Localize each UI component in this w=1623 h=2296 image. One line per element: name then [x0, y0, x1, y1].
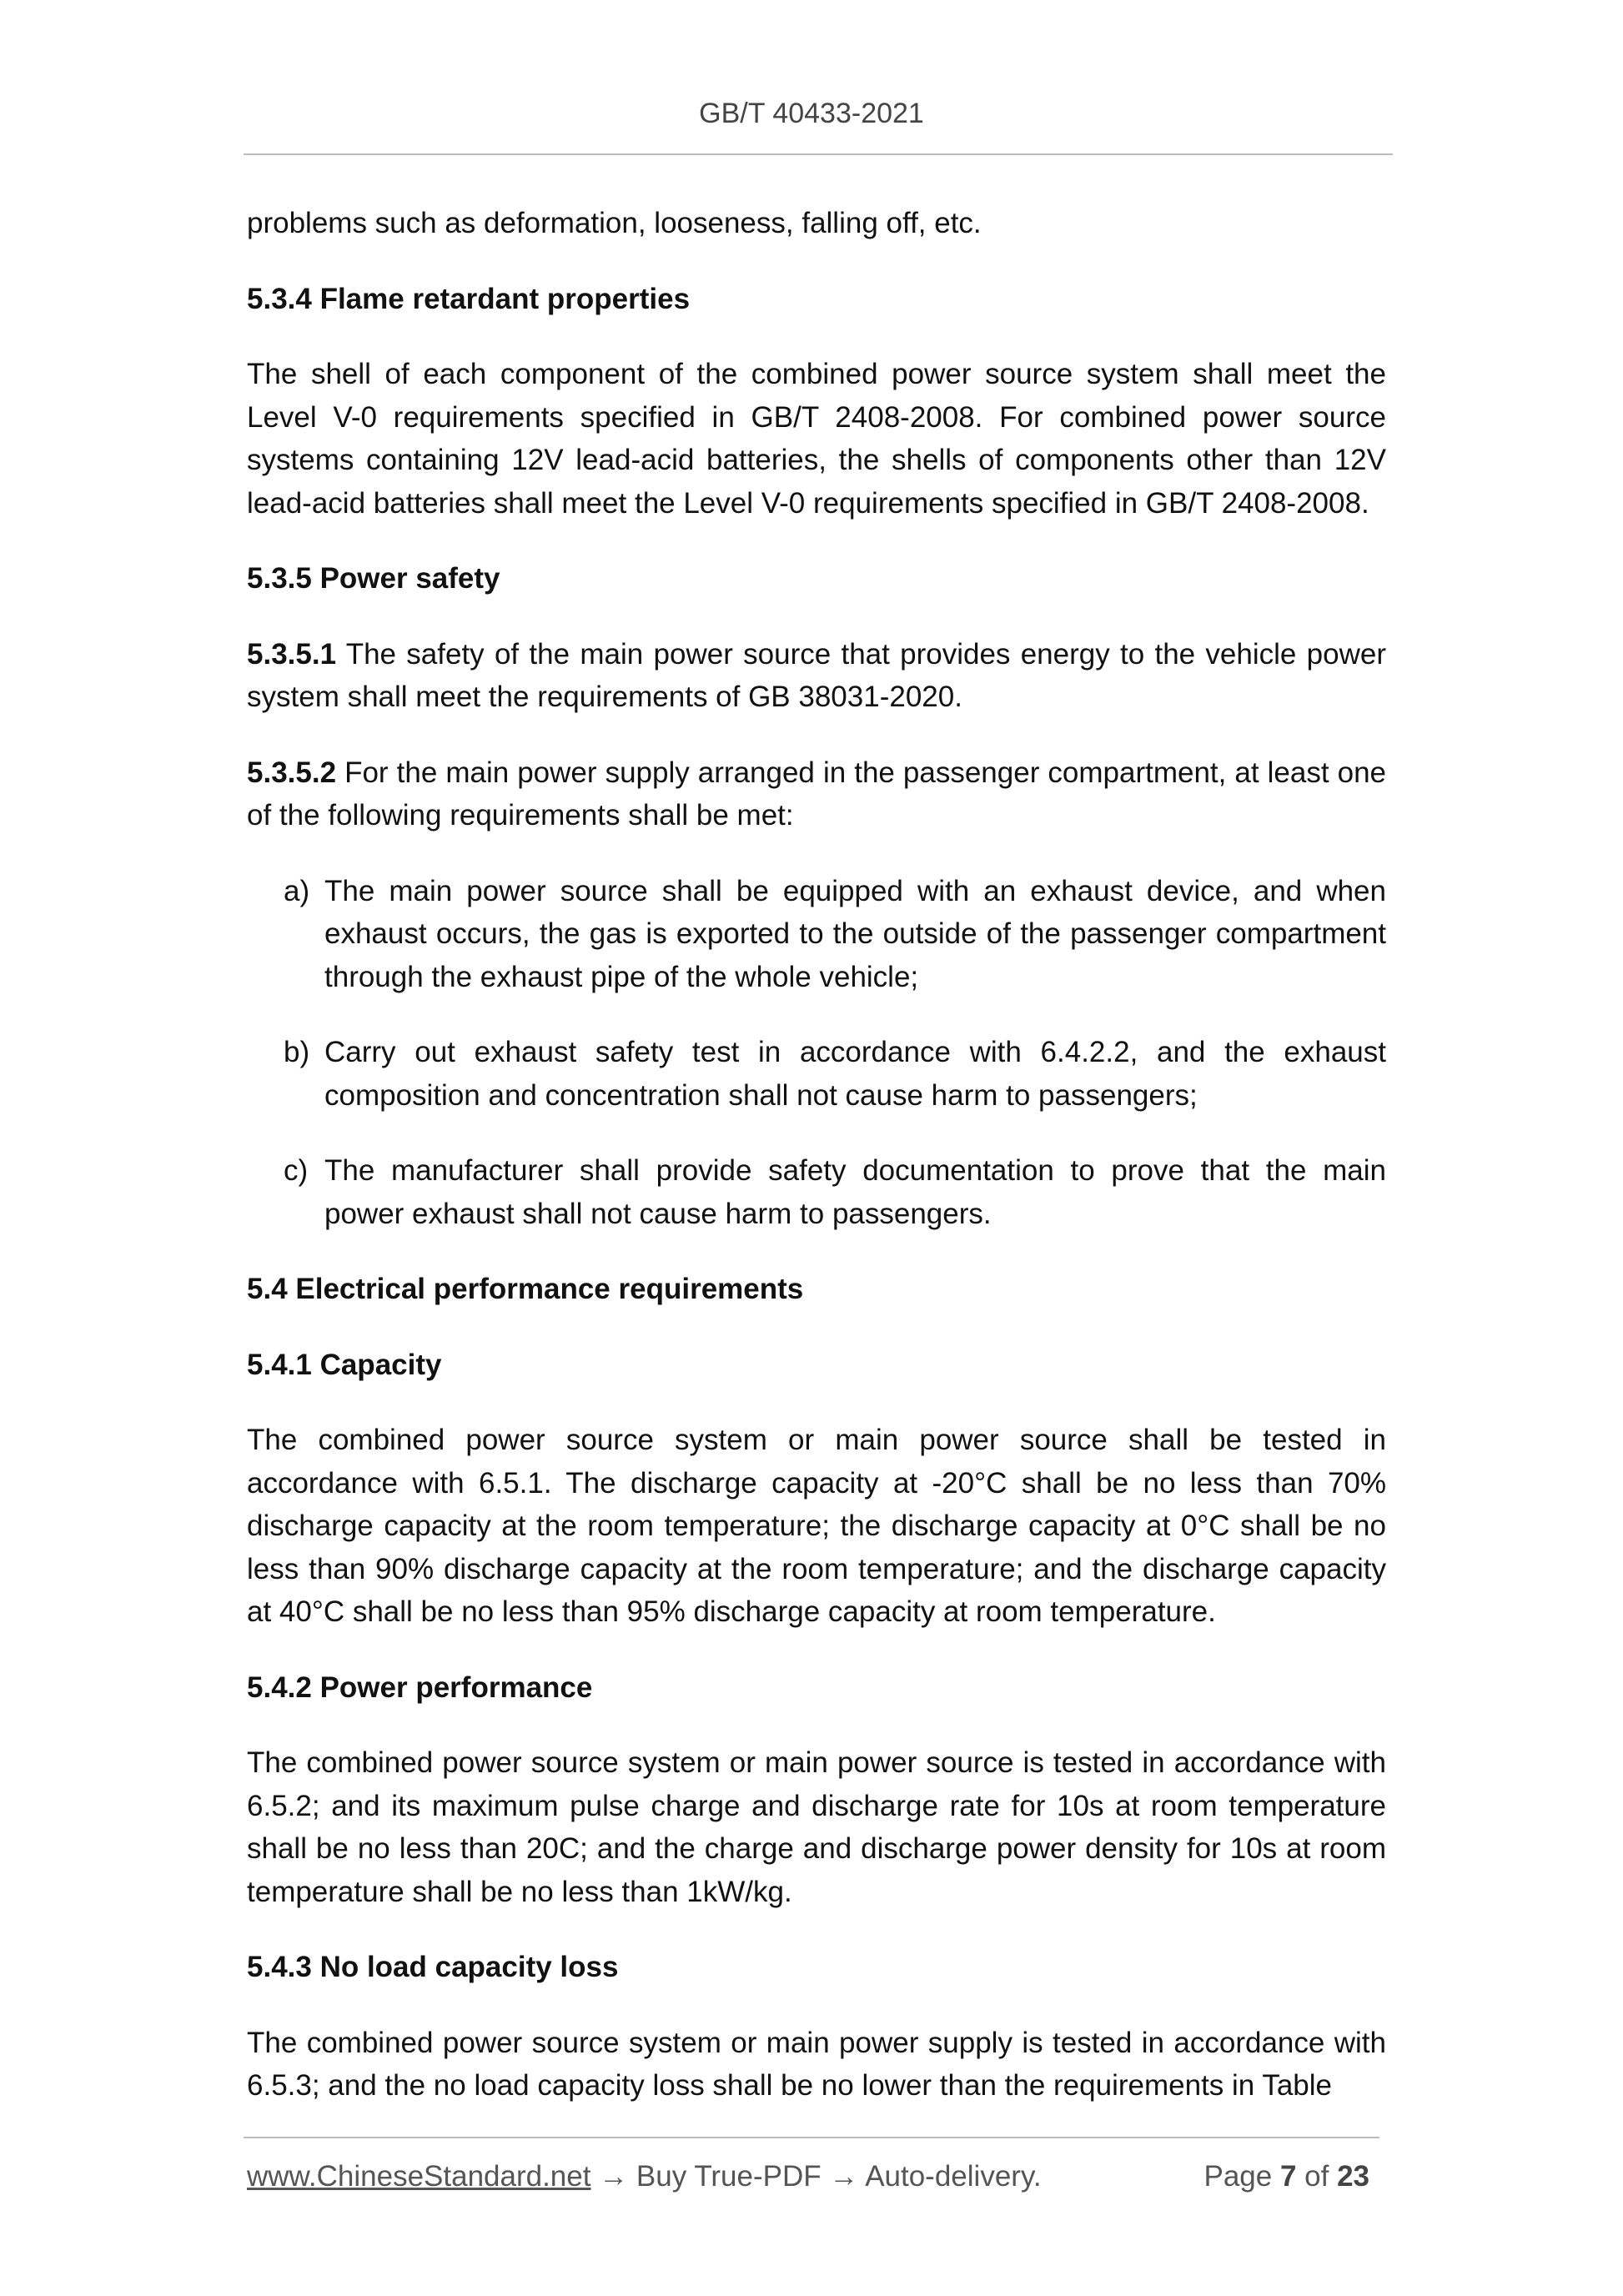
section-heading-5-4-2: 5.4.2 Power performance	[247, 1671, 593, 1704]
list-item-text: Carry out exhaust safety test in accordance with 6.4.2.2, and the exhaust composition and concentration shall not cause harm to passengers;	[324, 1036, 1386, 1112]
requirements-list	[247, 870, 1386, 1236]
of-label: of	[1296, 2160, 1338, 2193]
footer-promo	[247, 2155, 1042, 2198]
total-pages: 23	[1337, 2160, 1369, 2193]
page-label: Page	[1203, 2160, 1280, 2193]
arrow-icon: →	[821, 2160, 866, 2193]
section-heading-5-4: 5.4 Electrical performance requirements	[247, 1273, 804, 1305]
list-marker: c)	[284, 1154, 309, 1187]
list-marker: a)	[284, 874, 310, 907]
arrow-icon: →	[590, 2160, 636, 2193]
section-heading-5-3-5: 5.3.5 Power safety	[247, 562, 500, 595]
clause-text: For the main power supply arranged in the passenger compartment, at least one of the following requirements shall be met:	[247, 756, 1386, 831]
clause-number: 5.3.5.2	[247, 756, 337, 789]
document-footer	[247, 2155, 1386, 2198]
list-marker: b)	[284, 1036, 310, 1068]
paragraph-5-3-5-2	[247, 751, 1386, 837]
section-heading-5-4-1: 5.4.1 Capacity	[247, 1348, 442, 1381]
footer-promo-text: Buy True-PDF	[636, 2160, 822, 2193]
paragraph-5-4-2: The combined power source system or main power source is tested in accordance with 6.5.2; and its maximum pulse charge and discharge rate for 10s at room temperature shall be no less than 20C; and the charge and discharge power density for 10s at room temperature shall be no less than 1kW/kg.	[247, 1746, 1386, 1908]
list-item	[247, 870, 1386, 999]
header-divider	[244, 153, 1393, 155]
paragraph: problems such as deformation, looseness, falling off, etc.	[247, 207, 982, 239]
page-number: 7	[1279, 2160, 1297, 2193]
paragraph-5-4-3: The combined power source system or main power supply is tested in accordance with 6.5.3; and the no load capacity loss shall be no lower than the requirements in Table	[247, 2026, 1386, 2102]
website-link[interactable]: www.ChineseStandard.net	[247, 2160, 591, 2193]
document-body	[247, 202, 1386, 2140]
list-item-text: The main power source shall be equipped with an exhaust device, and when exhaust occurs, the gas is exported to the outside of the passenger compartment through the exhaust pipe of the whole vehicle;	[324, 874, 1386, 993]
document-header: GB/T 40433-2021	[699, 98, 924, 129]
paragraph-5-4-1: The combined power source system or main power source shall be tested in accordance with 6.5.1. The discharge capacity at -20°C shall be no less than 70% discharge capacity at the room temperature; the discharge capacity at 0°C shall be no less than 90% discharge capacity at the room temperature; and the discharge capacity at 40°C shall be no less than 95% discharge capacity at room temperature.	[247, 1424, 1386, 1628]
section-heading-5-3-4: 5.3.4 Flame retardant properties	[247, 282, 691, 315]
list-item	[247, 1031, 1386, 1117]
footer-promo-text: Auto-delivery.	[865, 2160, 1042, 2193]
list-item	[247, 1149, 1386, 1235]
list-item-text: The manufacturer shall provide safety documentation to prove that the main power exhaust shall not cause harm to passengers.	[324, 1154, 1386, 1230]
page-indicator	[1203, 2155, 1369, 2198]
paragraph-5-3-5-1	[247, 633, 1386, 719]
footer-divider	[244, 2137, 1379, 2138]
paragraph-5-3-4: The shell of each component of the combined power source system shall meet the Level V-0 requirements specified in GB/T 2408-2008. For combined power source systems containing 12V lead-acid batteries, the shells of components other than 12V lead-acid batteries shall meet the Level V-0 requirements specified in GB/T 2408-2008.	[247, 358, 1386, 520]
clause-text: The safety of the main power source that provides energy to the vehicle power system shall meet the requirements of GB 38031-2020.	[247, 637, 1386, 713]
section-heading-5-4-3: 5.4.3 No load capacity loss	[247, 1951, 619, 1983]
clause-number: 5.3.5.1	[247, 637, 337, 671]
